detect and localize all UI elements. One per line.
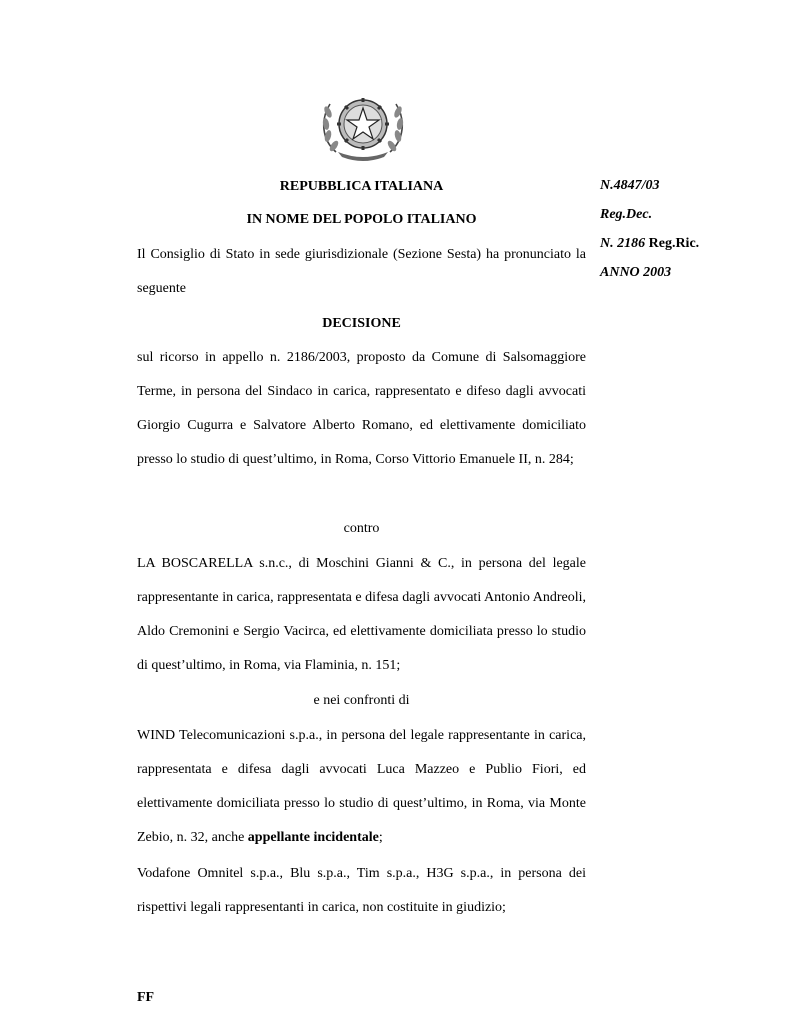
intro-paragraph: Il Consiglio di Stato in sede giurisdizionale (Sezione Sesta) ha pronunciato la seguente	[137, 247, 586, 296]
decision-title: DECISIONE	[322, 316, 401, 331]
appeal-number-value: N. 2186	[600, 236, 646, 251]
wind-end: ;	[378, 830, 383, 845]
appeal-paragraph: sul ricorso in appello n. 2186/2003, proposto da Comune di Salsomaggiore Terme, in persona del Sindaco in carica, rappresentato e difeso dagli avvocati Giorgio Cugurra e Salvatore Alberto Romano, ed elettivamente domiciliato presso lo studio di quest’ultimo, in Roma, Corso Vittorio Emanuele II, n. 284;	[137, 350, 586, 467]
reg-ric-label: Reg.Ric.	[645, 236, 700, 251]
wind-text: WIND Telecomunicazioni s.p.a., in persona del legale rappresentante in carica, rappresentata e difesa dagli avvocati Luca Mazzeo e Publio Fiori, ed elettivamente domiciliata presso lo studio di quest’ultimo, in Roma, via Monte Zebio, n. 32, anche	[137, 728, 586, 845]
appeal-number	[600, 234, 699, 263]
people-title: IN NOME DEL POPOLO ITALIANO	[246, 212, 477, 227]
year: ANNO 2003	[600, 265, 672, 280]
footer-initials: FF	[137, 990, 155, 1005]
other-parties-paragraph: Vodafone Omnitel s.p.a., Blu s.p.a., Tim s.p.a., H3G s.p.a., in persona dei rispettivi legali rappresentanti in carica, non costituite in giudizio;	[137, 866, 586, 915]
decision-number: N.4847/03	[600, 178, 660, 193]
republic-title: REPUBBLICA ITALIANA	[279, 179, 444, 194]
incidental-appellant: appellante incidentale	[247, 830, 379, 845]
contro-label: contro	[343, 521, 380, 536]
confronti-label: e nei confronti di	[313, 693, 410, 708]
register-info	[600, 176, 699, 292]
reg-dec-label: Reg.Dec.	[600, 207, 653, 222]
wind-paragraph	[137, 719, 586, 855]
republic-emblem-icon	[318, 86, 408, 162]
respondent-paragraph: LA BOSCARELLA s.n.c., di Moschini Gianni & C., in persona del legale rappresentante in carica, rappresentata e difesa dagli avvocati Antonio Andreoli, Aldo Cremonini e Sergio Vacirca, ed elettivamente domiciliata presso lo studio di quest’ultimo, in Roma, via Flaminia, n. 151;	[137, 556, 586, 673]
